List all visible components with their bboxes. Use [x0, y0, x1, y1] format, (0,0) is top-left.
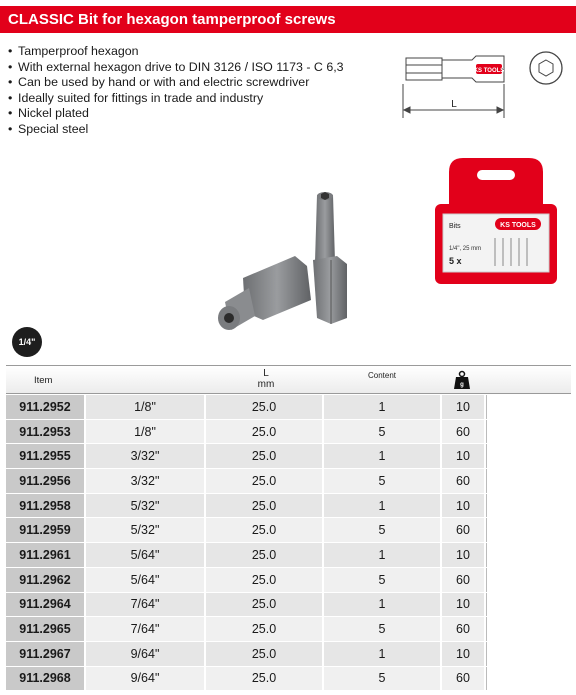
- content-cell: 1: [324, 444, 442, 468]
- table-row: [6, 494, 571, 519]
- length-cell: 25.0: [206, 420, 324, 444]
- weight-cell: 60: [442, 420, 486, 444]
- empty-cell: [486, 518, 571, 542]
- table-row: [6, 543, 571, 568]
- length-cell: 25.0: [206, 543, 324, 567]
- empty-cell: [486, 617, 571, 641]
- empty-cell: [486, 494, 571, 518]
- weight-cell: 10: [442, 642, 486, 666]
- item-number-cell: 911.2964: [6, 593, 86, 617]
- empty-cell: [486, 395, 571, 419]
- drawing-logo: KS TOOLS: [473, 68, 505, 74]
- table-row: [6, 642, 571, 667]
- table-row: [6, 617, 571, 642]
- item-number-cell: 911.2958: [6, 494, 86, 518]
- weight-cell: 60: [442, 469, 486, 493]
- weight-cell: 10: [442, 593, 486, 617]
- weight-cell: 10: [442, 494, 486, 518]
- empty-cell: [486, 420, 571, 444]
- empty-cell: [486, 642, 571, 666]
- feature-item: • With external hexagon drive to DIN 3126 / ISO 1173 - C 6,3: [8, 60, 398, 76]
- feature-item: • Tamperproof hexagon: [8, 44, 398, 60]
- content-cell: 5: [324, 667, 442, 691]
- header-item: Item: [34, 375, 53, 386]
- length-cell: 25.0: [206, 494, 324, 518]
- item-number-cell: 911.2967: [6, 642, 86, 666]
- header-length: [254, 368, 278, 390]
- length-cell: 25.0: [206, 617, 324, 641]
- table-row: [6, 444, 571, 469]
- feature-item: • Nickel plated: [8, 106, 398, 122]
- table-row: [6, 593, 571, 618]
- table-row: [6, 420, 571, 445]
- title-bar: [0, 6, 576, 33]
- empty-cell: [486, 593, 571, 617]
- table-row: [6, 518, 571, 543]
- content-cell: 5: [324, 518, 442, 542]
- size-cell: 3/32": [86, 444, 206, 468]
- dimension-label: L: [451, 99, 457, 110]
- pack-label: Bits: [449, 223, 461, 230]
- pack-size: 1/4", 25 mm: [449, 246, 482, 252]
- length-cell: 25.0: [206, 568, 324, 592]
- weight-cell: 60: [442, 518, 486, 542]
- bit-vertical: [313, 192, 347, 324]
- feature-item: • Ideally suited for fittings in trade and industry: [8, 91, 398, 107]
- size-cell: 1/8": [86, 395, 206, 419]
- product-photo-pack: [425, 152, 565, 290]
- header-length-label: L: [263, 368, 269, 379]
- content-cell: 1: [324, 494, 442, 518]
- feature-item: • Special steel: [8, 122, 398, 138]
- pack-logo: KS TOOLS: [500, 222, 536, 229]
- weight-cell: 60: [442, 568, 486, 592]
- content-cell: 5: [324, 617, 442, 641]
- weight-cell: 10: [442, 444, 486, 468]
- weight-icon: [452, 370, 472, 390]
- content-cell: 1: [324, 642, 442, 666]
- empty-cell: [486, 543, 571, 567]
- content-cell: 5: [324, 420, 442, 444]
- size-cell: 5/32": [86, 518, 206, 542]
- bit-horizontal: [218, 256, 311, 330]
- size-cell: 5/64": [86, 543, 206, 567]
- length-cell: 25.0: [206, 518, 324, 542]
- table-row: [6, 667, 571, 692]
- empty-cell: [486, 469, 571, 493]
- item-number-cell: 911.2953: [6, 420, 86, 444]
- weight-cell: 10: [442, 543, 486, 567]
- content-cell: 5: [324, 469, 442, 493]
- size-cell: 5/64": [86, 568, 206, 592]
- content-cell: 5: [324, 568, 442, 592]
- item-number-cell: 911.2961: [6, 543, 86, 567]
- length-cell: 25.0: [206, 593, 324, 617]
- header-content: Content: [368, 371, 397, 380]
- table-header: [6, 365, 571, 394]
- content-cell: 1: [324, 543, 442, 567]
- size-cell: 9/64": [86, 667, 206, 691]
- feature-item: • Can be used by hand or with and electric screwdriver: [8, 75, 398, 91]
- drive-size-badge: [12, 327, 42, 357]
- table-row: [6, 568, 571, 593]
- item-number-cell: 911.2965: [6, 617, 86, 641]
- length-cell: 25.0: [206, 642, 324, 666]
- content-cell: 1: [324, 593, 442, 617]
- item-number-cell: 911.2962: [6, 568, 86, 592]
- size-cell: 9/64": [86, 642, 206, 666]
- weight-cell: 60: [442, 617, 486, 641]
- product-table: [6, 395, 571, 691]
- item-number-cell: 911.2968: [6, 667, 86, 691]
- empty-cell: [486, 568, 571, 592]
- size-cell: 5/32": [86, 494, 206, 518]
- size-cell: 1/8": [86, 420, 206, 444]
- size-cell: 7/64": [86, 617, 206, 641]
- length-cell: 25.0: [206, 444, 324, 468]
- item-number-cell: 911.2956: [6, 469, 86, 493]
- empty-cell: [486, 667, 571, 691]
- table-row: [6, 395, 571, 420]
- length-cell: 25.0: [206, 395, 324, 419]
- length-cell: 25.0: [206, 469, 324, 493]
- weight-cell: 60: [442, 667, 486, 691]
- item-number-cell: 911.2959: [6, 518, 86, 542]
- item-number-cell: 911.2955: [6, 444, 86, 468]
- size-cell: 7/64": [86, 593, 206, 617]
- product-photo-bits: [205, 190, 365, 345]
- content-cell: 1: [324, 395, 442, 419]
- size-cell: 3/32": [86, 469, 206, 493]
- pack-count: 5 x: [449, 256, 462, 266]
- svg-text:g: g: [460, 382, 464, 388]
- drive-size-label: 1/4": [18, 337, 36, 347]
- dimension-drawing: [398, 44, 568, 124]
- feature-list: [8, 44, 398, 137]
- item-number-cell: 911.2952: [6, 395, 86, 419]
- length-cell: 25.0: [206, 667, 324, 691]
- weight-cell: 10: [442, 395, 486, 419]
- table-row: [6, 469, 571, 494]
- empty-cell: [486, 444, 571, 468]
- page-title: CLASSIC Bit for hexagon tamperproof screws: [8, 11, 336, 28]
- header-length-unit: mm: [257, 379, 275, 390]
